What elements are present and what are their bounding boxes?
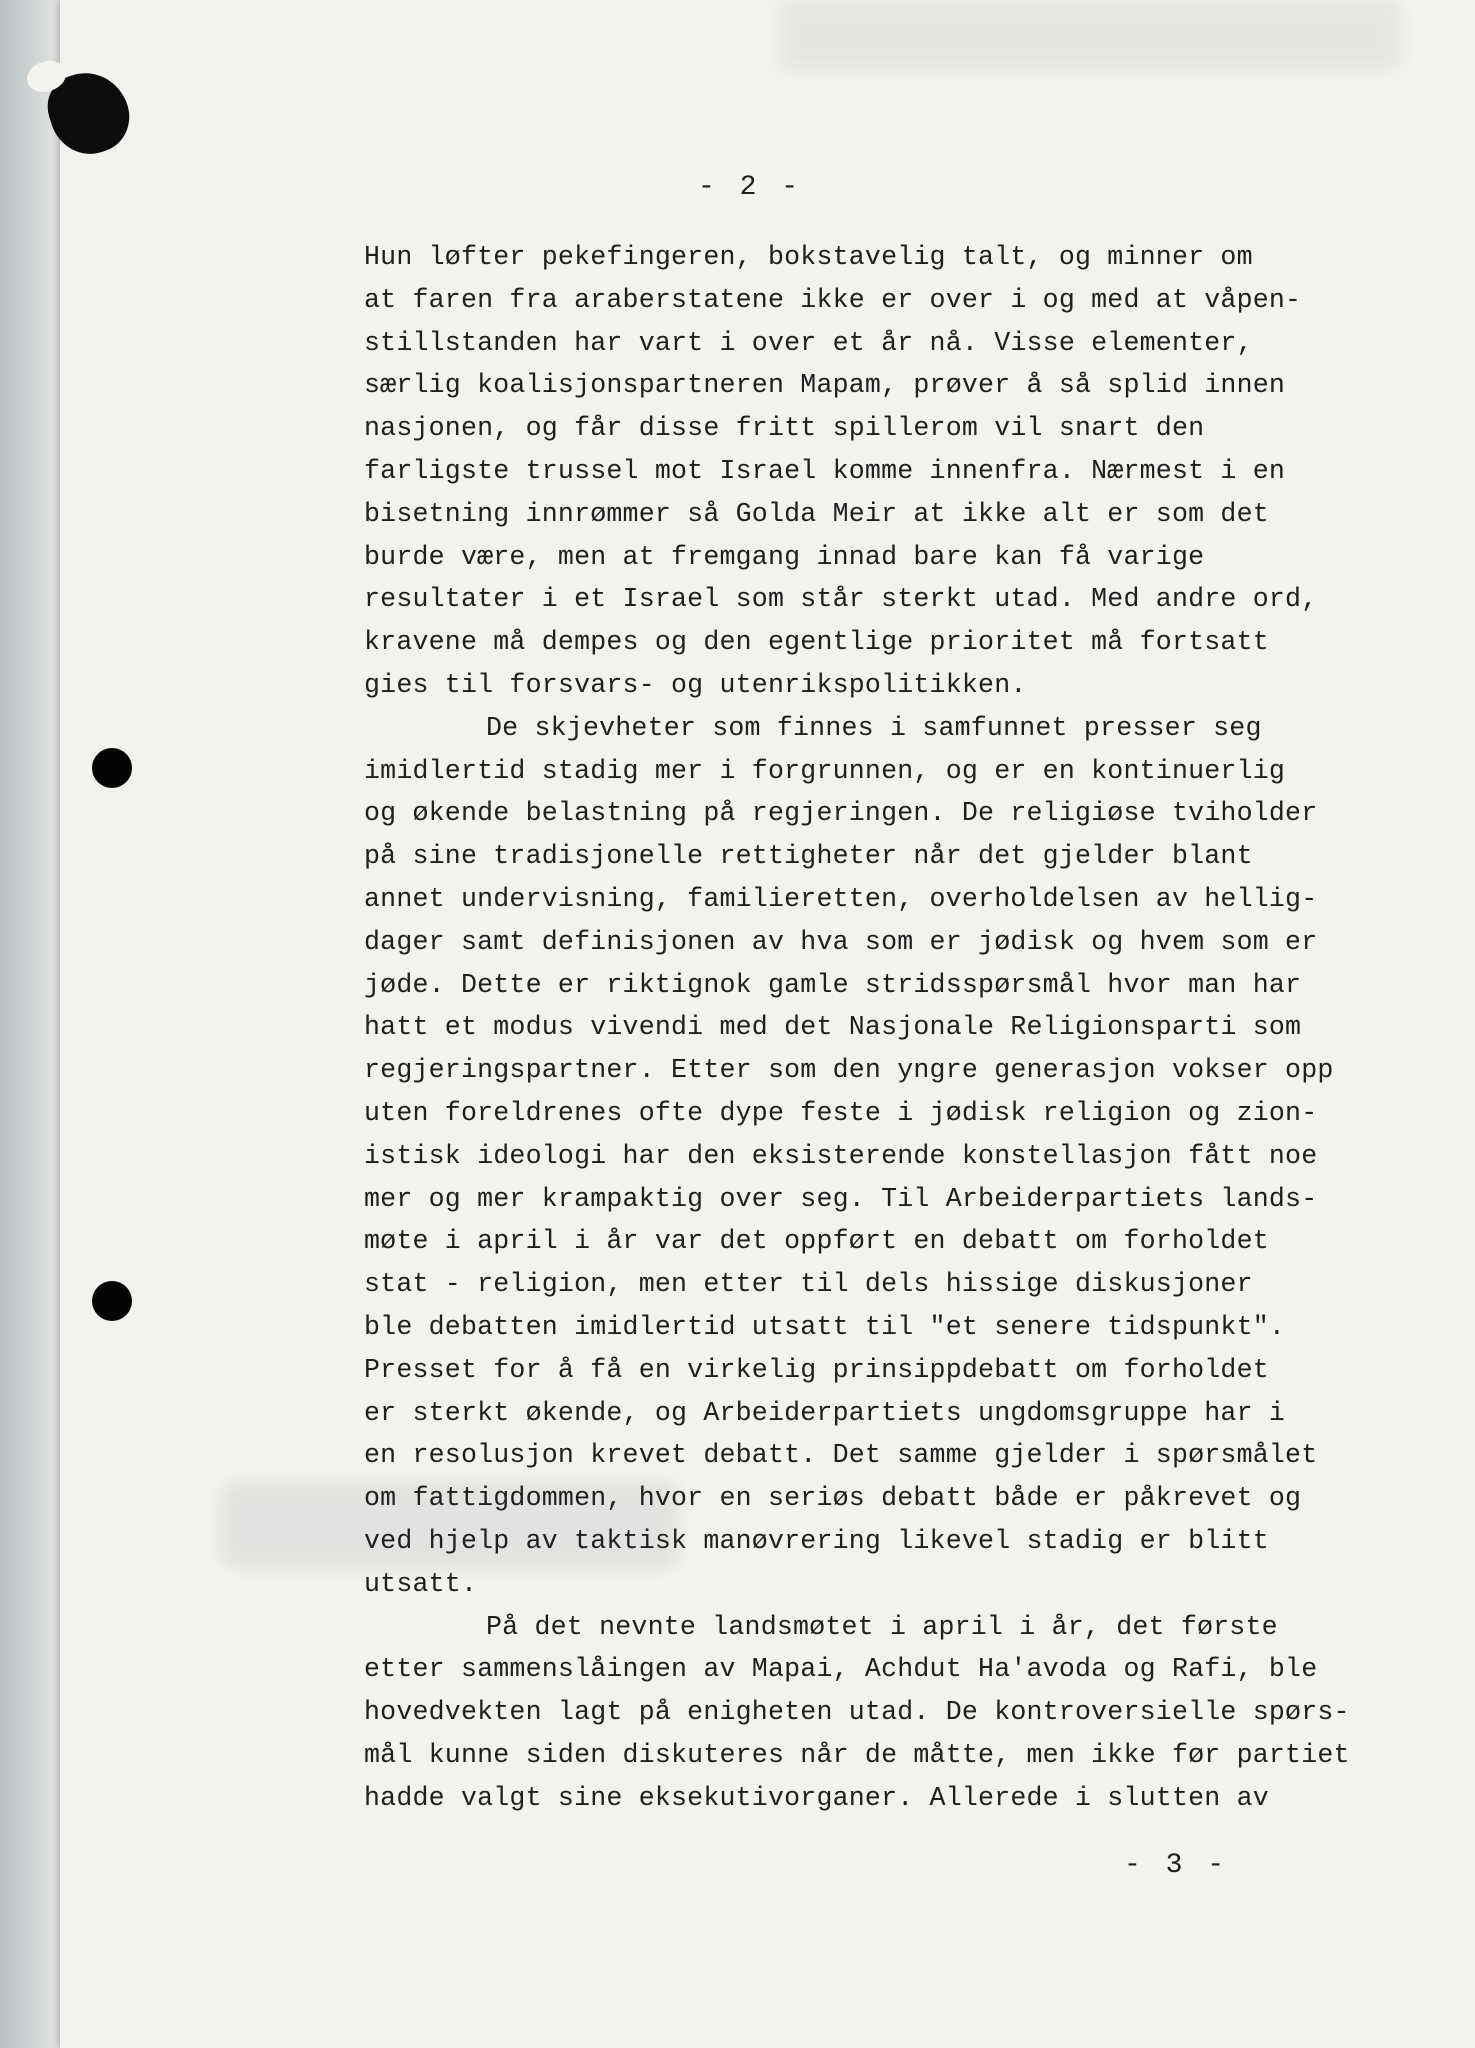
text-line: farligste trussel mot Israel komme innenfra. Nærmest i en (364, 455, 1286, 486)
bleed-through-mark (780, 0, 1400, 70)
text-line: stat - religion, men etter til dels hissige diskusjoner (364, 1269, 1253, 1300)
text-line: burde være, men at fremgang innad bare kan få varige (364, 541, 1205, 572)
text-line: at faren fra araberstatene ikke er over i og med at våpen- (364, 284, 1302, 315)
text-line: etter sammenslåingen av Mapai, Achdut Ha'avoda og Rafi, ble (364, 1654, 1318, 1685)
text-line: mål kunne siden diskuteres når de måtte, men ikke før partiet (364, 1739, 1350, 1770)
punch-hole-icon (92, 748, 132, 788)
text-line: stillstanden har vart i over et år nå. Visse elementer, (364, 327, 1253, 358)
scan-margin (0, 0, 60, 2048)
text-line: utsatt. (364, 1568, 478, 1599)
text-line: imidlertid stadig mer i forgrunnen, og er en kontinuerlig (364, 755, 1286, 786)
text-line: Hun løfter pekefingeren, bokstavelig talt, og minner om (364, 242, 1253, 272)
text-line: møte i april i år var det oppført en debatt om forholdet (364, 1226, 1269, 1257)
text-line: gies til forsvars- og utenrikspolitikken. (364, 669, 1027, 700)
text-line: istisk ideologi har den eksisterende konstellasjon fått noe (364, 1140, 1318, 1171)
text-line: hadde valgt sine eksekutivorganer. Allerede i slutten av (364, 1782, 1269, 1813)
text-line: en resolusjon krevet debatt. Det samme gjelder i spørsmålet (364, 1440, 1318, 1471)
paragraph-start-line: De skjevheter som finnes i samfunnet presser seg (486, 712, 1262, 743)
text-line: uten foreldrenes ofte dype feste i jødisk religion og zion- (364, 1097, 1318, 1128)
text-line: på sine tradisjonelle rettigheter når det gjelder blant (364, 841, 1253, 872)
text-line: hatt et modus vivendi med det Nasjonale Religionsparti som (364, 1012, 1302, 1043)
text-line: særlig koalisjonspartneren Mapam, prøver å så splid innen (364, 370, 1286, 401)
text-line: kravene må dempes og den egentlige prioritet må fortsatt (364, 627, 1269, 658)
text-line: er sterkt økende, og Arbeiderpartiets ungdomsgruppe har i (364, 1397, 1286, 1428)
text-line: mer og mer krampaktig over seg. Til Arbeiderpartiets lands- (364, 1183, 1318, 1214)
text-line: om fattigdommen, hvor en seriøs debatt både er påkrevet og (364, 1483, 1302, 1514)
text-line: dager samt definisjonen av hva som er jødisk og hvem som er (364, 926, 1318, 957)
text-line: og økende belastning på regjeringen. De religiøse tviholder (364, 798, 1318, 829)
text-line: ble debatten imidlertid utsatt til "et senere tidspunkt". (364, 1311, 1286, 1342)
text-line: bisetning innrømmer så Golda Meir at ikke alt er som det (364, 498, 1269, 529)
text-line: Presset for å få en virkelig prinsippdebatt om forholdet (364, 1354, 1269, 1385)
text-line: regjeringspartner. Etter som den yngre generasjon vokser opp (364, 1055, 1334, 1086)
continuation-page-number: - 3 - (1124, 1850, 1229, 1881)
body-text (364, 236, 1404, 1819)
paragraph-start-line: På det nevnte landsmøtet i april i år, det første (486, 1611, 1278, 1642)
text-line: nasjonen, og får disse fritt spillerom vil snart den (364, 413, 1205, 444)
text-line: hovedvekten lagt på enigheten utad. De kontroversielle spørs- (364, 1697, 1350, 1728)
text-line: resultater i et Israel som står sterkt utad. Med andre ord, (364, 584, 1318, 615)
punch-hole-icon (92, 1281, 132, 1321)
text-line: ved hjelp av taktisk manøvrering likevel stadig er blitt (364, 1525, 1269, 1556)
text-line: jøde. Dette er riktignok gamle stridsspørsmål hvor man har (364, 969, 1302, 1000)
text-line: annet undervisning, familieretten, overholdelsen av hellig- (364, 883, 1318, 914)
page-number: - 2 - (698, 172, 803, 203)
